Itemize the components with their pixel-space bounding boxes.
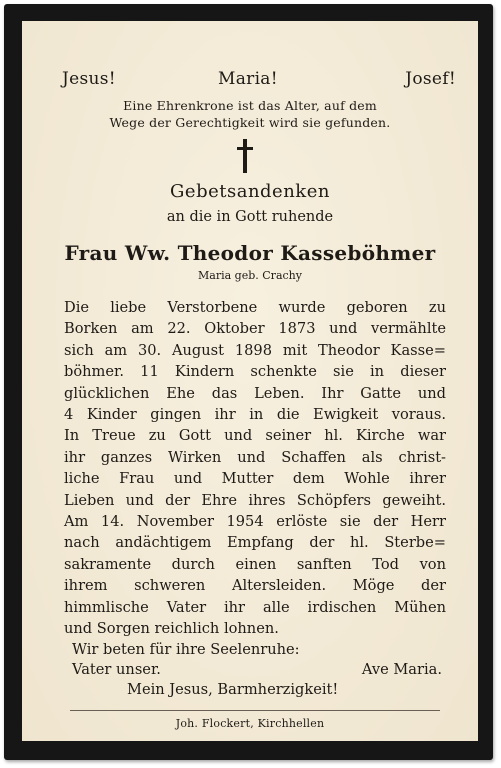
invocation-row [22,69,478,95]
cross-icon [236,139,254,173]
biography-last-line: und Sorgen reichlich lohnen. [64,620,279,638]
biography-line: Lieben und der Ehre ihres Schöpfers geweiht. [64,491,446,509]
motto-line-2: Wege der Gerechtigkeit wird sie gefunden. [109,115,391,130]
biography-line: böhmer. 11 Kindern schenkte sie in dieser [64,363,446,381]
biography-line: nach andächtigem Empfang der hl. Sterbe= [64,534,446,552]
card-paper [22,21,478,741]
printer-credit: Joh. Flockert, Kirchhellen [175,717,325,730]
invocation-josef: Josef! [405,69,456,89]
prayer-block [72,640,452,700]
prayer-line-3: Mein Jesus, Barmherzigkeit! [127,681,339,698]
invocation-maria: Maria! [218,69,278,89]
biography-text [64,297,446,640]
divider [70,710,440,711]
biography-line: Die liebe Verstorbene wurde geboren zu [64,299,446,316]
biography-line: glücklichen Ehe das Leben. Ihr Gatte und [64,384,446,402]
biography-line: sakramente durch einen sanften Tod von [64,555,446,573]
maiden-name: Maria geb. Crachy [198,269,302,282]
motto [22,97,478,131]
biography-line: ihr ganzes Wirken und Schaffen als christ- [64,448,446,466]
invocation-jesus: Jesus! [62,69,116,89]
biography-line: liche Frau und Mutter dem Wohle ihrer [64,470,446,488]
prayer-line-1: Wir beten für ihre Seelenruhe: [72,641,300,658]
biography-line: Borken am 22. Oktober 1873 und vermählte [64,320,446,338]
deceased-name: Frau Ww. Theodor Kasseböhmer [64,241,436,265]
motto-line-1: Eine Ehrenkrone ist das Alter, auf dem [123,98,377,113]
prayer-vater-unser: Vater unser. [72,661,161,678]
biography-line: Am 14. November 1954 erlöste sie der Herr [64,513,446,531]
prayer-line-2 [72,660,452,680]
biography-line: himmlische Vater ihr alle irdischen Mühen [64,598,446,616]
memorial-card [4,4,493,760]
biography-line: In Treue zu Gott und seiner hl. Kirche war [64,427,446,445]
prayer-ave-maria: Ave Maria. [361,661,442,678]
card-subtitle: an die in Gott ruhende [166,209,334,225]
biography-line: sich am 30. August 1898 mit Theodor Kasse= [64,341,446,359]
biography-line: ihrem schweren Altersleiden. Möge der [64,577,446,595]
biography-line: 4 Kinder gingen ihr in die Ewigkeit voraus. [64,406,446,424]
card-title: Gebetsandenken [170,181,330,202]
